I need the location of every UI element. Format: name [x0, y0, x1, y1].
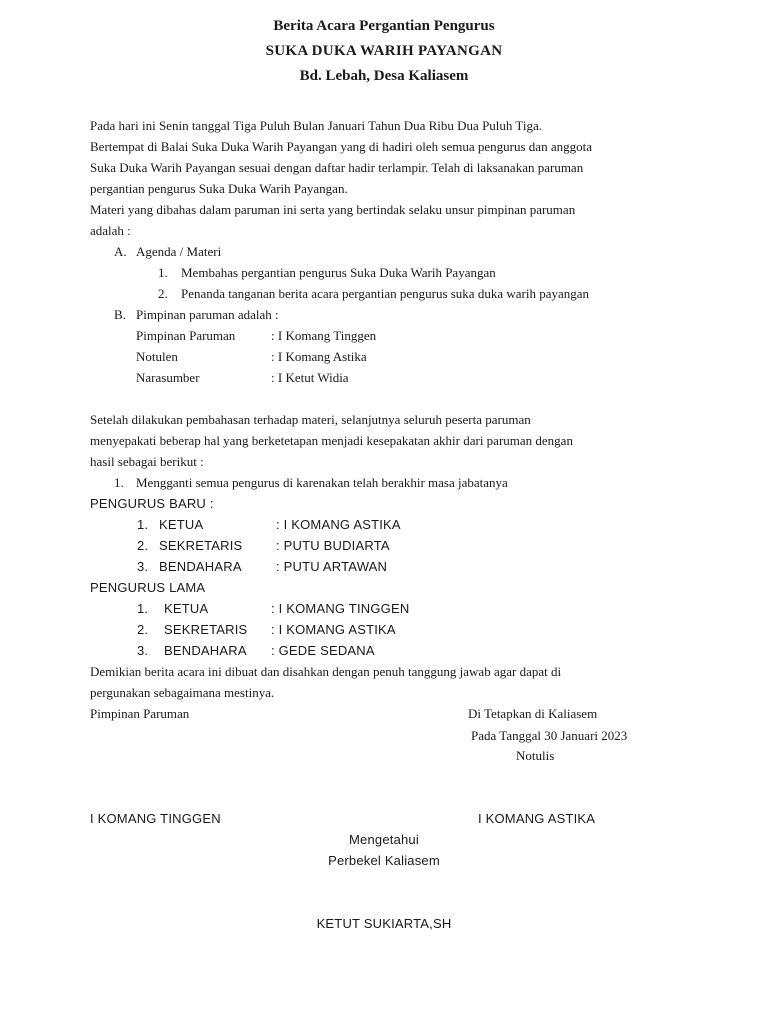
section-a-label: Agenda / Materi: [136, 244, 222, 259]
result-point-number: 1.: [114, 475, 124, 490]
signature-date: Pada Tanggal 30 Januari 2023: [471, 728, 628, 743]
agenda-item-number: 1.: [158, 265, 168, 280]
discussion-line: hasil sebagai berikut :: [90, 454, 204, 469]
old-board-heading: PENGURUS LAMA: [90, 580, 206, 595]
signature-left-title: Pimpinan Paruman: [90, 706, 190, 721]
old-board-number: 3.: [137, 643, 149, 658]
discussion-line: menyepakati beberap hal yang berketetapan menjadi kesepakatan akhir dari paruman dengan: [90, 433, 573, 448]
result-point-text: Mengganti semua pengurus di karenakan telah berakhir masa jabatanya: [136, 475, 508, 490]
acknowledgement-label: Mengetahui: [349, 832, 419, 847]
org-name: SUKA DUKA WARIH PAYANGAN: [265, 43, 503, 59]
leader-role: Notulen: [136, 349, 178, 364]
new-board-number: 3.: [137, 559, 149, 574]
new-board-role: BENDAHARA: [159, 559, 242, 574]
new-board-heading: PENGURUS BARU :: [90, 496, 214, 511]
intro-line: Pada hari ini Senin tanggal Tiga Puluh Bulan Januari Tahun Dua Ribu Dua Puluh Tiga.: [90, 118, 543, 133]
new-board-name: : PUTU ARTAWAN: [276, 559, 388, 574]
new-board-name: : I KOMANG ASTIKA: [276, 517, 401, 532]
intro-line: Materi yang dibahas dalam paruman ini serta yang bertindak selaku unsur pimpinan paruman: [90, 202, 576, 217]
new-board-name: : PUTU BUDIARTA: [276, 538, 390, 553]
old-board-role: KETUA: [164, 601, 209, 616]
signature-right-name: I KOMANG ASTIKA: [478, 811, 596, 826]
discussion-line: Setelah dilakukan pembahasan terhadap materi, selanjutnya seluruh peserta paruman: [90, 412, 531, 427]
acknowledgement-title: Perbekel Kaliasem: [328, 853, 440, 868]
new-board-number: 1.: [137, 517, 149, 532]
closing-line: pergunakan sebagaimana mestinya.: [90, 685, 275, 700]
intro-line: Bertempat di Balai Suka Duka Warih Payangan yang di hadiri oleh semua pengurus dan anggota: [90, 139, 592, 154]
agenda-item-number: 2.: [158, 286, 168, 301]
new-board-number: 2.: [137, 538, 149, 553]
intro-line: Suka Duka Warih Payangan sesuai dengan daftar hadir terlampir. Telah di laksanakan paruman: [90, 160, 584, 175]
section-b-marker: B.: [114, 307, 126, 322]
section-a-marker: A.: [114, 244, 127, 259]
new-board-role: SEKRETARIS: [159, 538, 243, 553]
agenda-item-text: Membahas pergantian pengurus Suka Duka Warih Payangan: [181, 265, 496, 280]
intro-line: pergantian pengurus Suka Duka Warih Payangan.: [90, 181, 348, 196]
old-board-role: SEKRETARIS: [164, 622, 248, 637]
old-board-number: 2.: [137, 622, 149, 637]
org-address: Bd. Lebah, Desa Kaliasem: [299, 68, 469, 84]
acknowledgement-name: KETUT SUKIARTA,SH: [316, 916, 452, 931]
new-board-role: KETUA: [159, 517, 204, 532]
doc-title: Berita Acara Pergantian Pengurus: [273, 18, 495, 34]
signature-left-name: I KOMANG TINGGEN: [90, 811, 221, 826]
old-board-number: 1.: [137, 601, 149, 616]
leader-role: Narasumber: [136, 370, 200, 385]
intro-line: adalah :: [90, 223, 131, 238]
old-board-name: : I KOMANG ASTIKA: [271, 622, 396, 637]
signature-right-title: Notulis: [516, 748, 555, 763]
old-board-role: BENDAHARA: [164, 643, 247, 658]
old-board-name: : I KOMANG TINGGEN: [271, 601, 410, 616]
old-board-name: : GEDE SEDANA: [271, 643, 375, 658]
agenda-item-text: Penanda tanganan berita acara pergantian pengurus suka duka warih payangan: [181, 286, 590, 301]
leader-name: : I Komang Tinggen: [271, 328, 377, 343]
closing-line: Demikian berita acara ini dibuat dan disahkan dengan penuh tanggung jawab agar dapat di: [90, 664, 562, 679]
leader-role: Pimpinan Paruman: [136, 328, 236, 343]
signature-place: Di Tetapkan di Kaliasem: [468, 706, 598, 721]
section-b-label: Pimpinan paruman adalah :: [136, 307, 279, 322]
leader-name: : I Ketut Widia: [271, 370, 349, 385]
leader-name: : I Komang Astika: [271, 349, 367, 364]
